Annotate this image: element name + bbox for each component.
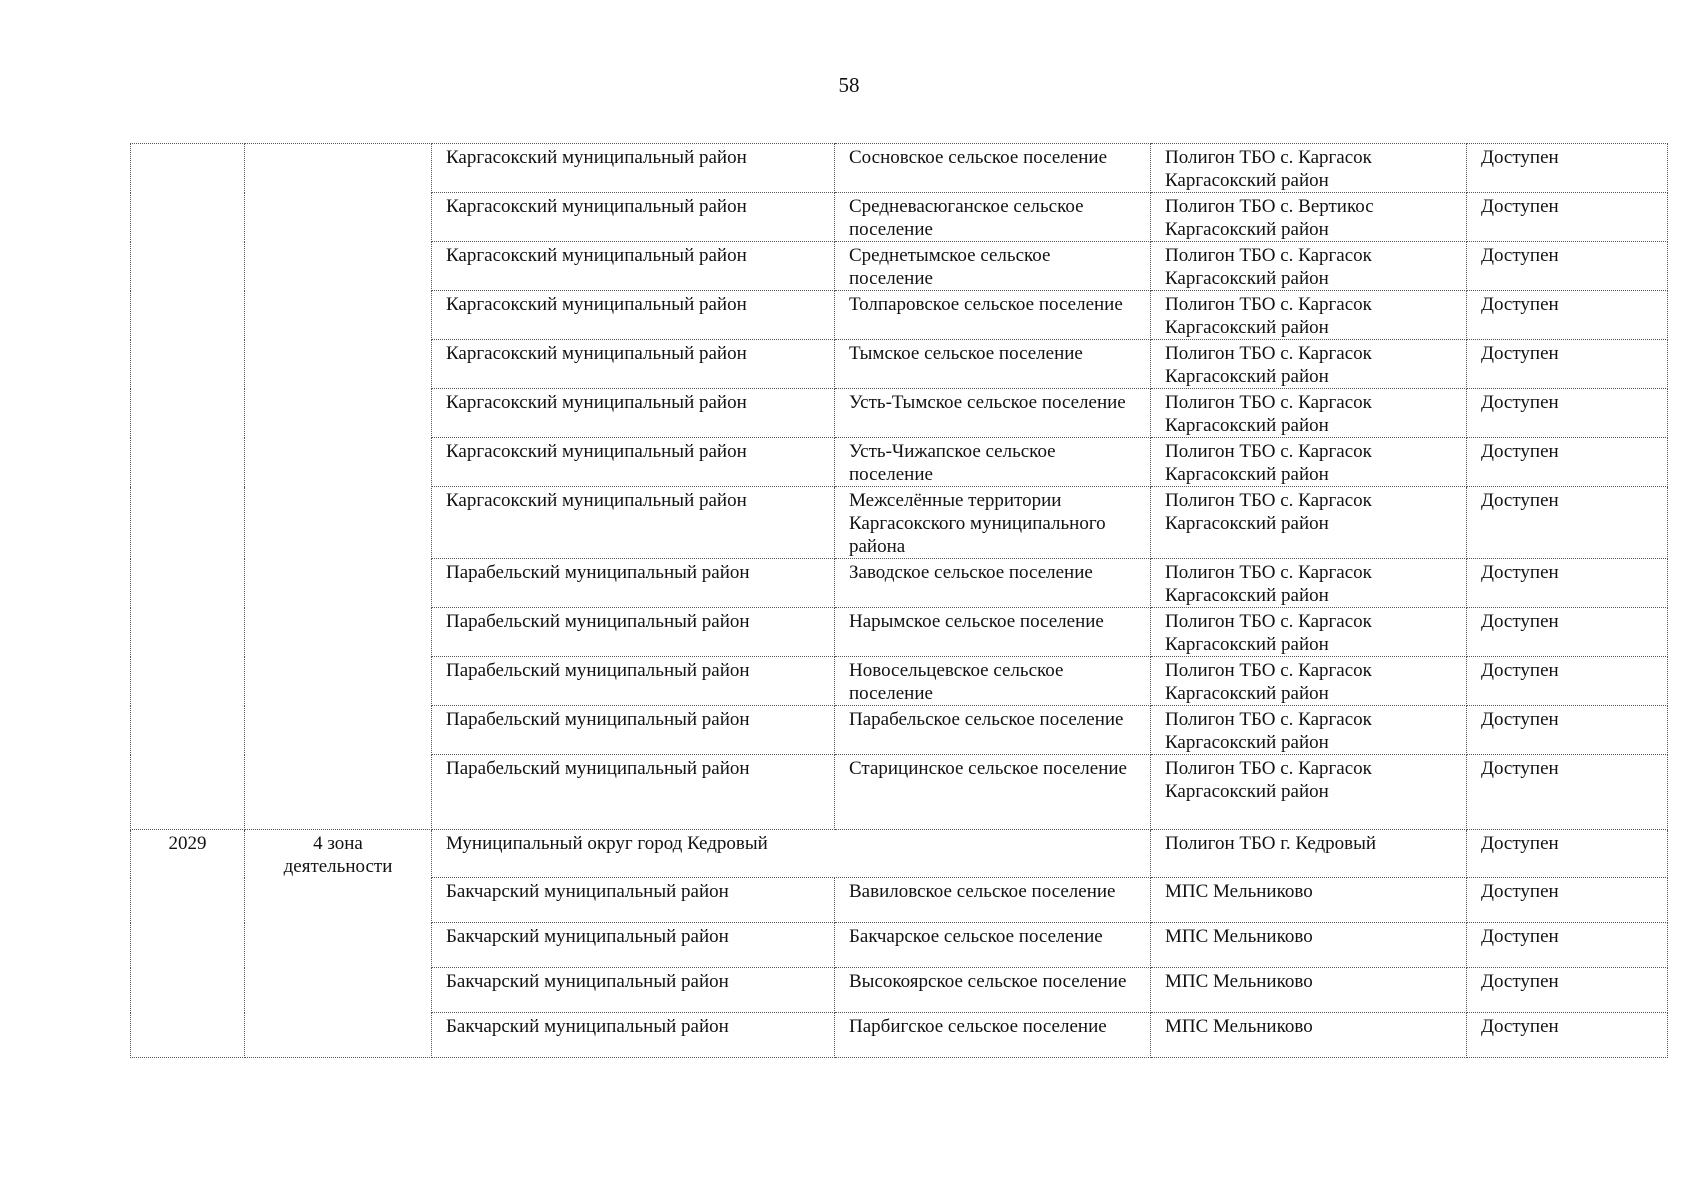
status-cell: Доступен [1467, 487, 1668, 559]
facility-cell: Полигон ТБО с. Вертикос Каргасокский район [1151, 193, 1467, 242]
status-cell: Доступен [1467, 291, 1668, 340]
facility-cell: Полигон ТБО с. Каргасок Каргасокский район [1151, 608, 1467, 657]
facility-cell: Полигон ТБО с. Каргасок Каргасокский район [1151, 340, 1467, 389]
settlement-cell: Нарымское сельское поселение [835, 608, 1151, 657]
page-number: 58 [838, 73, 860, 97]
status-cell: Доступен [1467, 389, 1668, 438]
settlement-cell: Заводское сельское поселение [835, 559, 1151, 608]
status-cell: Доступен [1467, 968, 1668, 1013]
district-cell: Каргасокский муниципальный район [432, 144, 835, 193]
status-cell: Доступен [1467, 923, 1668, 968]
facility-cell: МПС Мельниково [1151, 878, 1467, 923]
district-cell: Бакчарский муниципальный район [432, 878, 835, 923]
settlement-cell: Средневасюганское сельское поселение [835, 193, 1151, 242]
settlement-cell: Парбигское сельское поселение [835, 1013, 1151, 1058]
district-cell: Парабельский муниципальный район [432, 755, 835, 830]
status-cell: Доступен [1467, 144, 1668, 193]
zone-cell-empty [245, 144, 432, 830]
district-cell: Муниципальный округ город Кедровый [432, 830, 1151, 878]
status-cell: Доступен [1467, 755, 1668, 830]
district-cell: Каргасокский муниципальный район [432, 389, 835, 438]
allocation-table [130, 143, 1668, 1058]
settlement-cell: Вавиловское сельское поселение [835, 878, 1151, 923]
status-cell: Доступен [1467, 706, 1668, 755]
facility-cell: Полигон ТБО с. Каргасок Каргасокский район [1151, 755, 1467, 830]
district-cell: Каргасокский муниципальный район [432, 487, 835, 559]
district-cell: Парабельский муниципальный район [432, 608, 835, 657]
facility-cell: Полигон ТБО с. Каргасок Каргасокский район [1151, 144, 1467, 193]
district-cell: Каргасокский муниципальный район [432, 291, 835, 340]
status-cell: Доступен [1467, 1013, 1668, 1058]
table-row [131, 144, 1668, 193]
status-cell: Доступен [1467, 830, 1668, 878]
year-cell: 2029 [131, 830, 245, 1058]
facility-cell: Полигон ТБО с. Каргасок Каргасокский район [1151, 389, 1467, 438]
district-cell: Каргасокский муниципальный район [432, 242, 835, 291]
district-cell: Бакчарский муниципальный район [432, 968, 835, 1013]
settlement-cell: Усть-Тымское сельское поселение [835, 389, 1151, 438]
facility-cell: Полигон ТБО с. Каргасок Каргасокский район [1151, 657, 1467, 706]
facility-cell: МПС Мельниково [1151, 923, 1467, 968]
settlement-cell: Бакчарское сельское поселение [835, 923, 1151, 968]
district-cell: Бакчарский муниципальный район [432, 923, 835, 968]
district-cell: Каргасокский муниципальный район [432, 340, 835, 389]
facility-cell: МПС Мельниково [1151, 1013, 1467, 1058]
district-cell: Парабельский муниципальный район [432, 559, 835, 608]
facility-cell: Полигон ТБО с. Каргасок Каргасокский район [1151, 706, 1467, 755]
settlement-cell: Парабельское сельское поселение [835, 706, 1151, 755]
facility-cell: Полигон ТБО с. Каргасок Каргасокский район [1151, 487, 1467, 559]
status-cell: Доступен [1467, 242, 1668, 291]
status-cell: Доступен [1467, 193, 1668, 242]
settlement-cell: Старицинское сельское поселение [835, 755, 1151, 830]
settlement-cell: Высокоярское сельское поселение [835, 968, 1151, 1013]
facility-cell: Полигон ТБО с. Каргасок Каргасокский район [1151, 559, 1467, 608]
district-cell: Каргасокский муниципальный район [432, 438, 835, 487]
status-cell: Доступен [1467, 657, 1668, 706]
zone-cell: 4 зона деятельности [245, 830, 432, 1058]
facility-cell: Полигон ТБО г. Кедровый [1151, 830, 1467, 878]
facility-cell: Полигон ТБО с. Каргасок Каргасокский район [1151, 291, 1467, 340]
facility-cell: Полигон ТБО с. Каргасок Каргасокский район [1151, 242, 1467, 291]
settlement-cell: Толпаровское сельское поселение [835, 291, 1151, 340]
settlement-cell: Усть-Чижапское сельское поселение [835, 438, 1151, 487]
status-cell: Доступен [1467, 559, 1668, 608]
settlement-cell: Среднетымское сельское поселение [835, 242, 1151, 291]
district-cell: Парабельский муниципальный район [432, 657, 835, 706]
year-cell-empty [131, 144, 245, 830]
status-cell: Доступен [1467, 340, 1668, 389]
status-cell: Доступен [1467, 878, 1668, 923]
district-cell: Парабельский муниципальный район [432, 706, 835, 755]
status-cell: Доступен [1467, 608, 1668, 657]
facility-cell: Полигон ТБО с. Каргасок Каргасокский район [1151, 438, 1467, 487]
facility-cell: МПС Мельниково [1151, 968, 1467, 1013]
district-cell: Каргасокский муниципальный район [432, 193, 835, 242]
district-cell: Бакчарский муниципальный район [432, 1013, 835, 1058]
settlement-cell: Тымское сельское поселение [835, 340, 1151, 389]
status-cell: Доступен [1467, 438, 1668, 487]
settlement-cell: Новосельцевское сельское поселение [835, 657, 1151, 706]
settlement-cell: Межселённые территории Каргасокского муниципального района [835, 487, 1151, 559]
settlement-cell: Сосновское сельское поселение [835, 144, 1151, 193]
table-row-kedrovy [131, 830, 1668, 878]
table-body [131, 144, 1668, 1058]
